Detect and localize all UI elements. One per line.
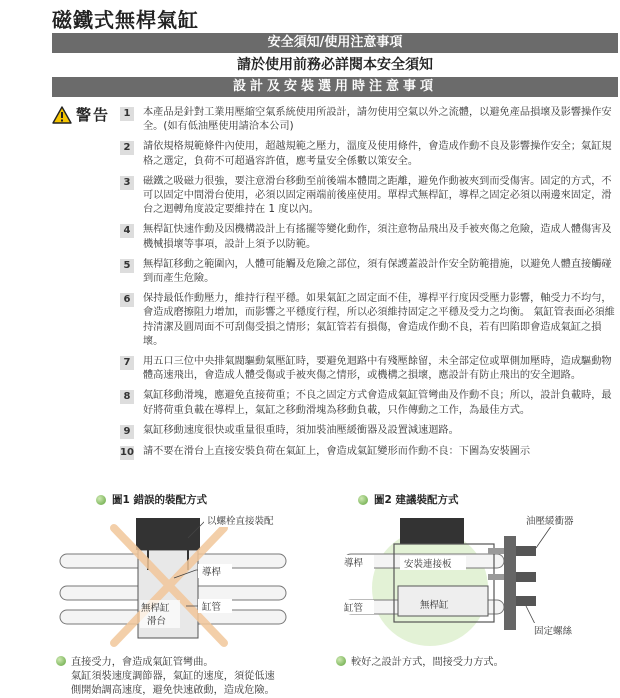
- label-buffer: 油壓緩衝器: [526, 516, 574, 527]
- label-tube: 缸管: [202, 602, 222, 613]
- item-text: 請依規格規範條件內使用，超越規範之壓力，溫度及使用條件，會造成作動不良及影響操作安全；氣缸規格之選定，負荷不可超過容許值，應考量安全係數以策安全。: [143, 141, 612, 167]
- list-item: [120, 424, 618, 439]
- load-block: [136, 518, 200, 550]
- list-item: [120, 258, 618, 286]
- item-text: 無桿缸快速作動及因機構設計上有搖擺等變化動作，須注意物品飛出及手被夾傷之危險，造成人體傷害及機械損壞等事項，設計上須予以防範。: [143, 224, 612, 250]
- figure-2-note: 較好之設計方式，間接受力方式。: [336, 656, 606, 670]
- list-item: [120, 292, 618, 349]
- list-item: [120, 223, 618, 251]
- item-text: 請不要在滑台上直接安裝負荷在氣缸上，會造成氣缸變形而作動不良：下圖為安裝圖示: [143, 445, 531, 457]
- figure-2-title: 圖2 建議裝配方式: [374, 494, 459, 506]
- label-rail: 導桿: [344, 558, 364, 569]
- label-slider-2: 滑台: [147, 616, 167, 627]
- bullet-icon: [336, 656, 346, 666]
- list-item: [120, 140, 618, 168]
- item-text: 氣缸移動速度很快或重量很重時，須加裝油壓緩衝器及設置減速迴路。: [143, 424, 459, 436]
- label-cylinder: 無桿缸: [420, 600, 449, 611]
- label-bolt: 以螺栓直接裝配: [207, 516, 274, 527]
- list-item: [120, 389, 618, 417]
- item-text: 本產品是針對工業用壓縮空氣系統使用所設計，請勿使用空氣以外之流體，以避免產品損壞及影響操作安全。(如有低油壓使用請洽本公司): [143, 107, 612, 133]
- item-number: 2: [120, 141, 134, 155]
- bullet-icon: [56, 656, 66, 666]
- item-number: 5: [120, 259, 134, 273]
- label-rail: 導桿: [202, 567, 222, 578]
- warning-icon: [52, 106, 72, 124]
- item-text: 保持最低作動壓力，維持行程平穩。如果氣缸之固定面不佳，導桿平行度因受壓力影響，軸受力不均勻，會造成磨擦阻力增加，而影響之平穩度行程，所以必須維持固定之平穩及受力之均衡。 氣缸管表面必須維持清潔及圓周面不可刮傷受損之情形；氣缸管若有損傷，會造成作動不良，若有凹陷即會造成氣缸之損壞。: [143, 293, 615, 347]
- caution-list: [120, 106, 618, 466]
- item-number: 7: [120, 356, 134, 370]
- label-plate: 安裝連接板: [404, 559, 452, 570]
- label-slider-1: 無桿缸: [141, 603, 170, 614]
- figure-1-diagram: [56, 508, 296, 650]
- warning-block: [52, 104, 110, 125]
- item-number: 3: [120, 176, 134, 190]
- label-screw: 固定螺絲: [534, 626, 573, 637]
- item-text: 無桿缸移動之範圍內，人體可能觸及危險之部位，須有保護蓋設計作安全防範措施，以避免人體直接觸碰到而產生危險。: [143, 258, 612, 285]
- bullet-icon: [96, 495, 106, 505]
- item-text: 磁鐵之吸磁力很強，要注意滑台移動至前後端本體間之距離，避免作動被夾到而受傷害。固定的方式，不可以固定中間滑台使用，必須以固定兩端前後座使用。單桿式無桿缸，導桿之固定必須以兩邊來固定，滑台之迴轉角度設定要維持在 1 度以內。: [143, 175, 612, 216]
- item-number: 4: [120, 224, 134, 238]
- figure-2-diagram: [340, 508, 590, 650]
- item-number: 6: [120, 293, 134, 307]
- warning-label: 警告: [76, 106, 111, 124]
- figure-1-caption: [96, 492, 207, 507]
- item-number: 9: [120, 425, 134, 439]
- list-item: [120, 175, 618, 218]
- section-header-safety: 安全須知/使用注意事項: [52, 33, 618, 53]
- item-number: 8: [120, 390, 134, 404]
- list-item: [120, 445, 618, 460]
- item-number: 10: [120, 446, 134, 458]
- item-text: 氣缸移動滑塊，應避免直接荷重；不良之固定方式會造成氣缸管彎曲及作動不良；所以，設計負載時，最好將荷重負載在導桿上，氣缸之移動滑塊為移動負載，只作傳動之工作，為最佳方式。: [143, 390, 612, 416]
- page-title: 磁鐵式無桿氣缸: [52, 8, 199, 32]
- label-tube: 缸管: [344, 603, 364, 614]
- section-header-installation: 設計及安裝選用時注意事項: [52, 77, 618, 97]
- load-block: [400, 518, 464, 544]
- item-text: 用五口三位中央排氣閥驅動氣壓缸時，要避免迴路中有殘壓餘留，未全部定位或單側加壓時，造成驅動物體高速飛出，會造成人體受傷或手被夾傷之情形，或機構之損壞，應設計有防止飛出的安全迴路。: [143, 356, 612, 382]
- list-item: [120, 106, 618, 134]
- figure-1-note: 直接受力，會造成氣缸管彎曲。 氣缸須裝速度調節器，氣缸的速度，須從低速 側開始調高速度，避免快速啟動，造成危險。: [56, 656, 306, 698]
- figure-2-caption: [358, 492, 458, 507]
- list-item: [120, 355, 618, 383]
- item-number: 1: [120, 107, 134, 121]
- section-subtitle: 請於使用前務必詳閱本安全須知: [237, 57, 433, 73]
- figure-1-title: 圖1 錯誤的裝配方式: [112, 494, 207, 506]
- bullet-icon: [358, 495, 368, 505]
